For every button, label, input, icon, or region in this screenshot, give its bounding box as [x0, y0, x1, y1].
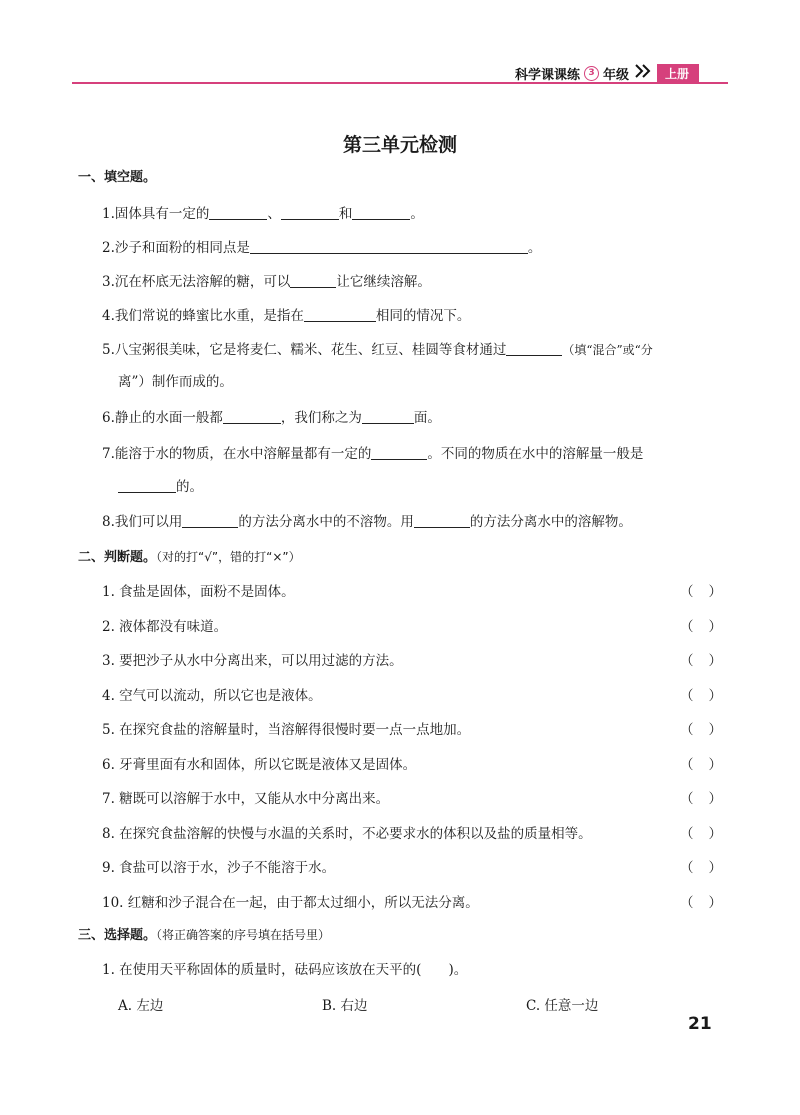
section3-instructions: （将正确答案的序号填在括号里） — [156, 928, 331, 942]
fill-question-4: 4.我们常说的蜂蜜比水重，是指在 相同的情况下。 — [102, 308, 471, 324]
option-c[interactable]: C. 任意一边 — [526, 998, 599, 1014]
running-header — [515, 63, 699, 83]
judgement-question: 6. 牙膏里面有水和固体，所以它既是液体又是固体。 — [102, 756, 417, 773]
header-divider — [72, 82, 728, 84]
answer-blank[interactable] — [281, 205, 339, 220]
answer-blank[interactable] — [506, 341, 562, 356]
answer-parentheses[interactable]: （ ） — [680, 894, 722, 911]
judgement-question: 5. 在探究食盐的溶解量时，当溶解得很慢时要一点一点地加。 — [102, 722, 471, 738]
option-b[interactable]: B. 右边 — [322, 998, 368, 1014]
fill-question-2: 2.沙子和面粉的相同点是 。 — [102, 240, 542, 256]
answer-blank[interactable] — [352, 205, 410, 220]
answer-blank[interactable] — [414, 513, 470, 528]
answer-parentheses[interactable]: （ ） — [680, 653, 722, 669]
fill-question-7: 7.能溶于水的物质，在水中溶解量都有一定的 。不同的物质在水中的溶解量一般是 — [102, 446, 644, 462]
grade-suffix: 年级 — [603, 67, 630, 83]
judgement-question: 1. 食盐是固体，面粉不是固体。 — [102, 584, 295, 600]
answer-parentheses[interactable]: （ ） — [680, 584, 722, 600]
answer-blank[interactable] — [209, 205, 267, 220]
fill-question-3: 3.沉在杯底无法溶解的糖，可以 让它继续溶解。 — [102, 274, 431, 290]
judgement-question: 8. 在探究食盐溶解的快慢与水温的关系时，不必要求水的体积以及盐的质量相等。 — [102, 825, 592, 842]
answer-blank[interactable] — [290, 273, 336, 288]
section2-instructions: （对的打“√”，错的打“×”） — [156, 550, 301, 564]
fill-question-5-continued: 离”）制作而成的。 — [118, 374, 233, 390]
answer-parentheses[interactable]: （ ） — [680, 687, 722, 704]
answer-blank[interactable] — [250, 239, 528, 254]
answer-parentheses[interactable]: （ ） — [680, 825, 722, 842]
page-title: 第三单元检测 — [342, 134, 457, 156]
judgement-question: 10. 红糖和沙子混合在一起，由于都太过细小，所以无法分离。 — [102, 894, 479, 911]
answer-blank[interactable] — [371, 445, 427, 460]
answer-blank[interactable] — [362, 409, 414, 424]
section1-heading: 一、填空题。 — [78, 170, 157, 185]
fill-question-7-continued: 的。 — [118, 475, 203, 495]
book-title: 科学课课练 — [515, 67, 581, 83]
answer-blank[interactable] — [182, 513, 238, 528]
judgement-question: 4. 空气可以流动，所以它也是液体。 — [102, 687, 322, 704]
judgement-question: 7. 糖既可以溶解于水中，又能从水中分离出来。 — [102, 791, 390, 807]
answer-parentheses[interactable]: （ ） — [680, 618, 722, 635]
answer-blank[interactable] — [118, 478, 176, 493]
answer-parentheses[interactable]: （ ） — [680, 791, 722, 807]
answer-parentheses[interactable]: （ ） — [680, 722, 722, 738]
option-a[interactable]: A. 左边 — [118, 998, 164, 1014]
answer-parentheses[interactable]: （ ） — [680, 756, 722, 773]
section2-heading: 二、判断题。（对的打“√”，错的打“×”） — [78, 550, 301, 565]
page-number: 21 — [688, 1014, 712, 1034]
fill-question-5: 5.八宝粥很美味，它是将麦仁、糯米、花生、红豆、桂圆等食材通过 （填“混合”或“分 — [102, 342, 653, 358]
answer-blank[interactable] — [223, 409, 281, 424]
choice-question-1: 1. 在使用天平称固体的质量时，砝码应该放在天平的( )。 — [102, 962, 468, 978]
fill-question-1: 1.固体具有一定的 、 和 。 — [102, 206, 424, 222]
grade-badge: 3 — [584, 66, 599, 81]
fill-question-8: 8.我们可以用 的方法分离水中的不溶物。用 的方法分离水中的溶解物。 — [102, 514, 632, 530]
answer-blank[interactable] — [304, 307, 376, 322]
volume-tab: 上册 — [657, 64, 699, 83]
judgement-question: 2. 液体都没有味道。 — [102, 618, 228, 635]
answer-parentheses[interactable]: （ ） — [680, 860, 722, 876]
double-chevron-icon — [635, 64, 653, 82]
judgement-question: 3. 要把沙子从水中分离出来，可以用过滤的方法。 — [102, 653, 403, 669]
fill-question-6: 6.静止的水面一般都 ，我们称之为 面。 — [102, 410, 441, 426]
section3-heading: 三、选择题。（将正确答案的序号填在括号里） — [78, 928, 331, 943]
judgement-question: 9. 食盐可以溶于水，沙子不能溶于水。 — [102, 860, 336, 876]
